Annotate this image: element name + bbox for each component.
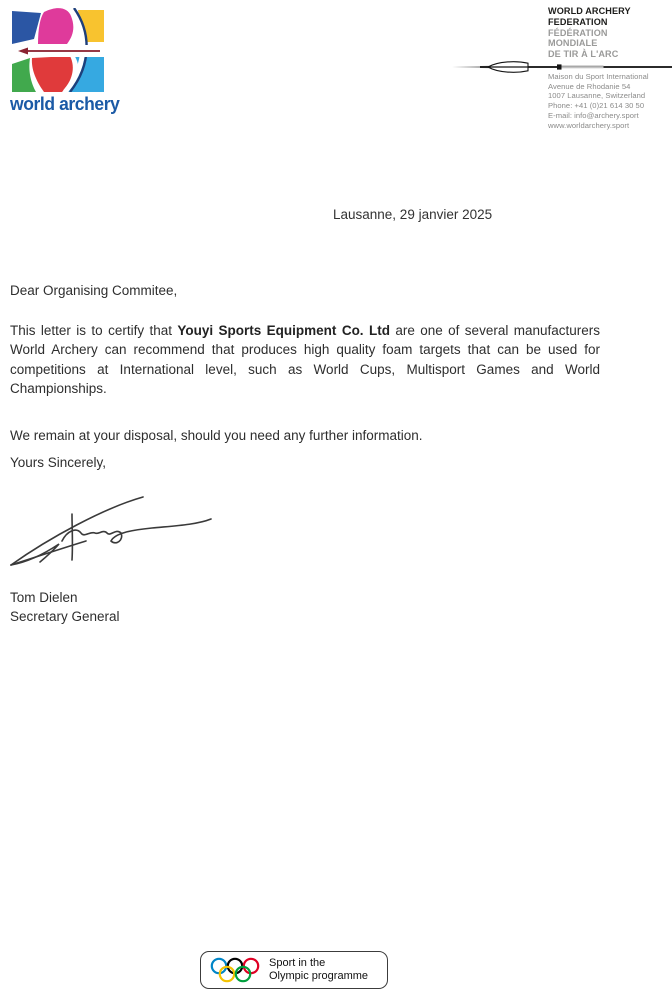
body-line-2: World Archery can recommend that produces high quality foam targets that can be used for [10, 342, 600, 358]
dateline: Lausanne, 29 janvier 2025 [333, 207, 493, 222]
address-line: 1007 Lausanne, Switzerland [548, 91, 646, 101]
badge-text [269, 957, 368, 984]
website-line: www.worldarchery.sport [548, 120, 630, 130]
org-name-line: FEDERATION [548, 16, 608, 28]
salutation: Dear Organising Commitee, [10, 283, 178, 298]
org-name-line: WORLD ARCHERY [548, 6, 631, 17]
address-line: Avenue de Rhodanie 54 [548, 81, 631, 91]
body-line-1 [10, 321, 600, 340]
body-paragraph [10, 321, 600, 398]
body-line-1-post: are one of several manufacturers [389, 323, 600, 338]
org-name-block [548, 7, 631, 61]
company-name: Youyi Sports Equipment Co. Ltd [177, 323, 390, 338]
valediction: Yours Sincerely, [10, 455, 107, 470]
body-line-4: Championships. [10, 380, 107, 396]
address-line: Phone: +41 (0)21 614 30 50 [548, 101, 645, 111]
signature-image [4, 484, 219, 576]
olympic-programme-badge [200, 951, 388, 989]
body-line-1-pre: This letter is to certify that [10, 323, 178, 338]
address-block [548, 72, 649, 130]
world-archery-logo [10, 8, 120, 115]
badge-text-line: Sport in the [269, 956, 326, 969]
signer-title: Secretary General [10, 609, 120, 624]
badge-text-line: Olympic programme [269, 970, 369, 982]
org-name-line-fr: DE TIR À L'ARC [548, 49, 619, 61]
closing-line: We remain at your disposal, should you need any further information. [10, 428, 423, 443]
logo-wordmark: world archery [10, 94, 120, 114]
signer-block [10, 588, 120, 626]
signer-name: Tom Dielen [10, 590, 78, 605]
org-name-line-fr: FÉDÉRATION [548, 27, 608, 39]
body-line-3: competitions at International level, such as World Cups, Multisport Games and World [10, 361, 600, 377]
address-line: E-mail: info@archery.sport [548, 110, 639, 120]
address-line: Maison du Sport International [548, 72, 649, 81]
org-name-line-fr: MONDIALE [548, 38, 598, 50]
olympic-rings-icon [210, 956, 260, 985]
world-archery-logo-icon [10, 8, 106, 92]
